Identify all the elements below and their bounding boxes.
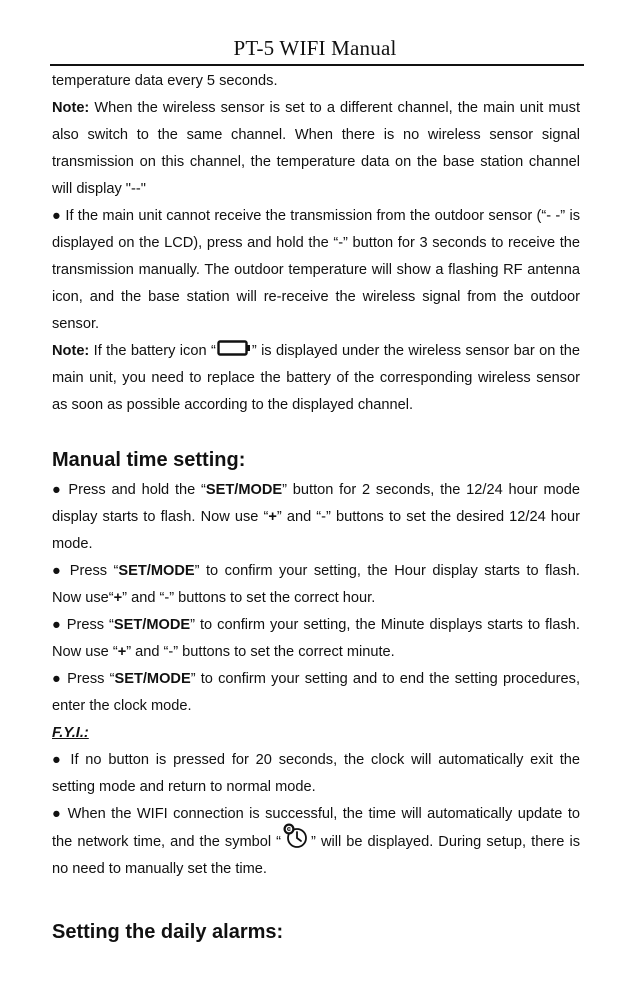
text: ” to confirm your setting, the Hour display starts to flash. Now use“ bbox=[52, 563, 580, 606]
set-mode-key-label: SET/MODE bbox=[113, 617, 191, 633]
bullet-set-mode-hold bbox=[52, 477, 580, 558]
clock-sync-icon bbox=[282, 822, 310, 850]
bullet-wifi-sync bbox=[52, 801, 580, 883]
text: ” to confirm your setting, the Minute displays starts to flash. Now use “ bbox=[52, 617, 580, 660]
text: ● Press “ bbox=[52, 617, 114, 633]
fyi-text: F.Y.I.: bbox=[52, 725, 89, 741]
text: ” and “-” buttons to set the correct minute. bbox=[126, 644, 395, 660]
note-label: Note: bbox=[52, 343, 90, 359]
set-mode-key-label: SET/MODE bbox=[114, 671, 191, 687]
plus-key-label: + bbox=[117, 644, 127, 660]
text: ● When the WIFI connection is successful, the time will automatically update to the network time, and the symbol “ bbox=[52, 806, 580, 850]
note-channel-text: When the wireless sensor is set to a different channel, the main unit must also switch to the same channel. When there is no wireless sensor signal transmission on this channel, the temperature data on the base station channel will display "--" bbox=[52, 100, 580, 197]
note-battery bbox=[52, 338, 580, 419]
text: ” will be displayed. During setup, there is no need to manually set the time. bbox=[52, 833, 580, 877]
text: ” and “-” buttons to set the desired 12/24 hour mode. bbox=[52, 509, 580, 552]
paragraph-continuation: temperature data every 5 seconds. bbox=[52, 73, 278, 89]
page-content bbox=[52, 68, 580, 946]
note-label: Note: bbox=[52, 100, 90, 116]
bullet-set-hour bbox=[52, 558, 580, 612]
page-header-title: PT-5 WIFI Manual bbox=[233, 36, 397, 60]
section-heading-daily-alarms: Setting the daily alarms: bbox=[52, 921, 284, 943]
text: ” and “-” buttons to set the correct hour. bbox=[122, 590, 376, 606]
note-battery-text-a: If the battery icon “ bbox=[89, 343, 216, 359]
text: ● Press and hold the “ bbox=[52, 482, 206, 498]
battery-icon bbox=[217, 340, 251, 356]
bullet-end-setting bbox=[52, 666, 580, 720]
text: ● Press “ bbox=[52, 671, 115, 687]
plus-key-label: + bbox=[268, 509, 277, 525]
bullet-outdoor-sensor: ● If the main unit cannot receive the transmission from the outdoor sensor (“- -” is displayed on the LCD), press and hold the “-” button for 3 seconds to receive the transmission manually. The outdoor temperature will show a flashing RF antenna icon, and the base station will re-receive the wireless signal from the outdoor sensor. bbox=[52, 208, 580, 332]
set-mode-key-label: SET/MODE bbox=[118, 563, 195, 579]
text: ● Press “ bbox=[52, 563, 119, 579]
fyi-label bbox=[52, 720, 580, 747]
bullet-auto-exit: ● If no button is pressed for 20 seconds, the clock will automatically exit the setting mode and return to normal mode. bbox=[52, 752, 580, 795]
set-mode-key-label: SET/MODE bbox=[205, 482, 283, 498]
plus-key-label: + bbox=[113, 590, 123, 606]
text: ” to confirm your setting and to end the setting procedures, enter the clock mode. bbox=[52, 671, 581, 714]
text: ” button for 2 seconds, the 12/24 hour mode display starts to flash. Now use “ bbox=[52, 482, 581, 525]
bullet-set-minute bbox=[52, 612, 580, 666]
section-heading-manual-time: Manual time setting: bbox=[52, 449, 246, 471]
note-channel bbox=[52, 95, 580, 203]
header-divider bbox=[50, 64, 584, 66]
note-battery-text-b: ” is displayed under the wireless sensor bar on the main unit, you need to replace the battery of the corresponding wireless sensor as soon as possible according to the displayed channel. bbox=[52, 343, 580, 413]
